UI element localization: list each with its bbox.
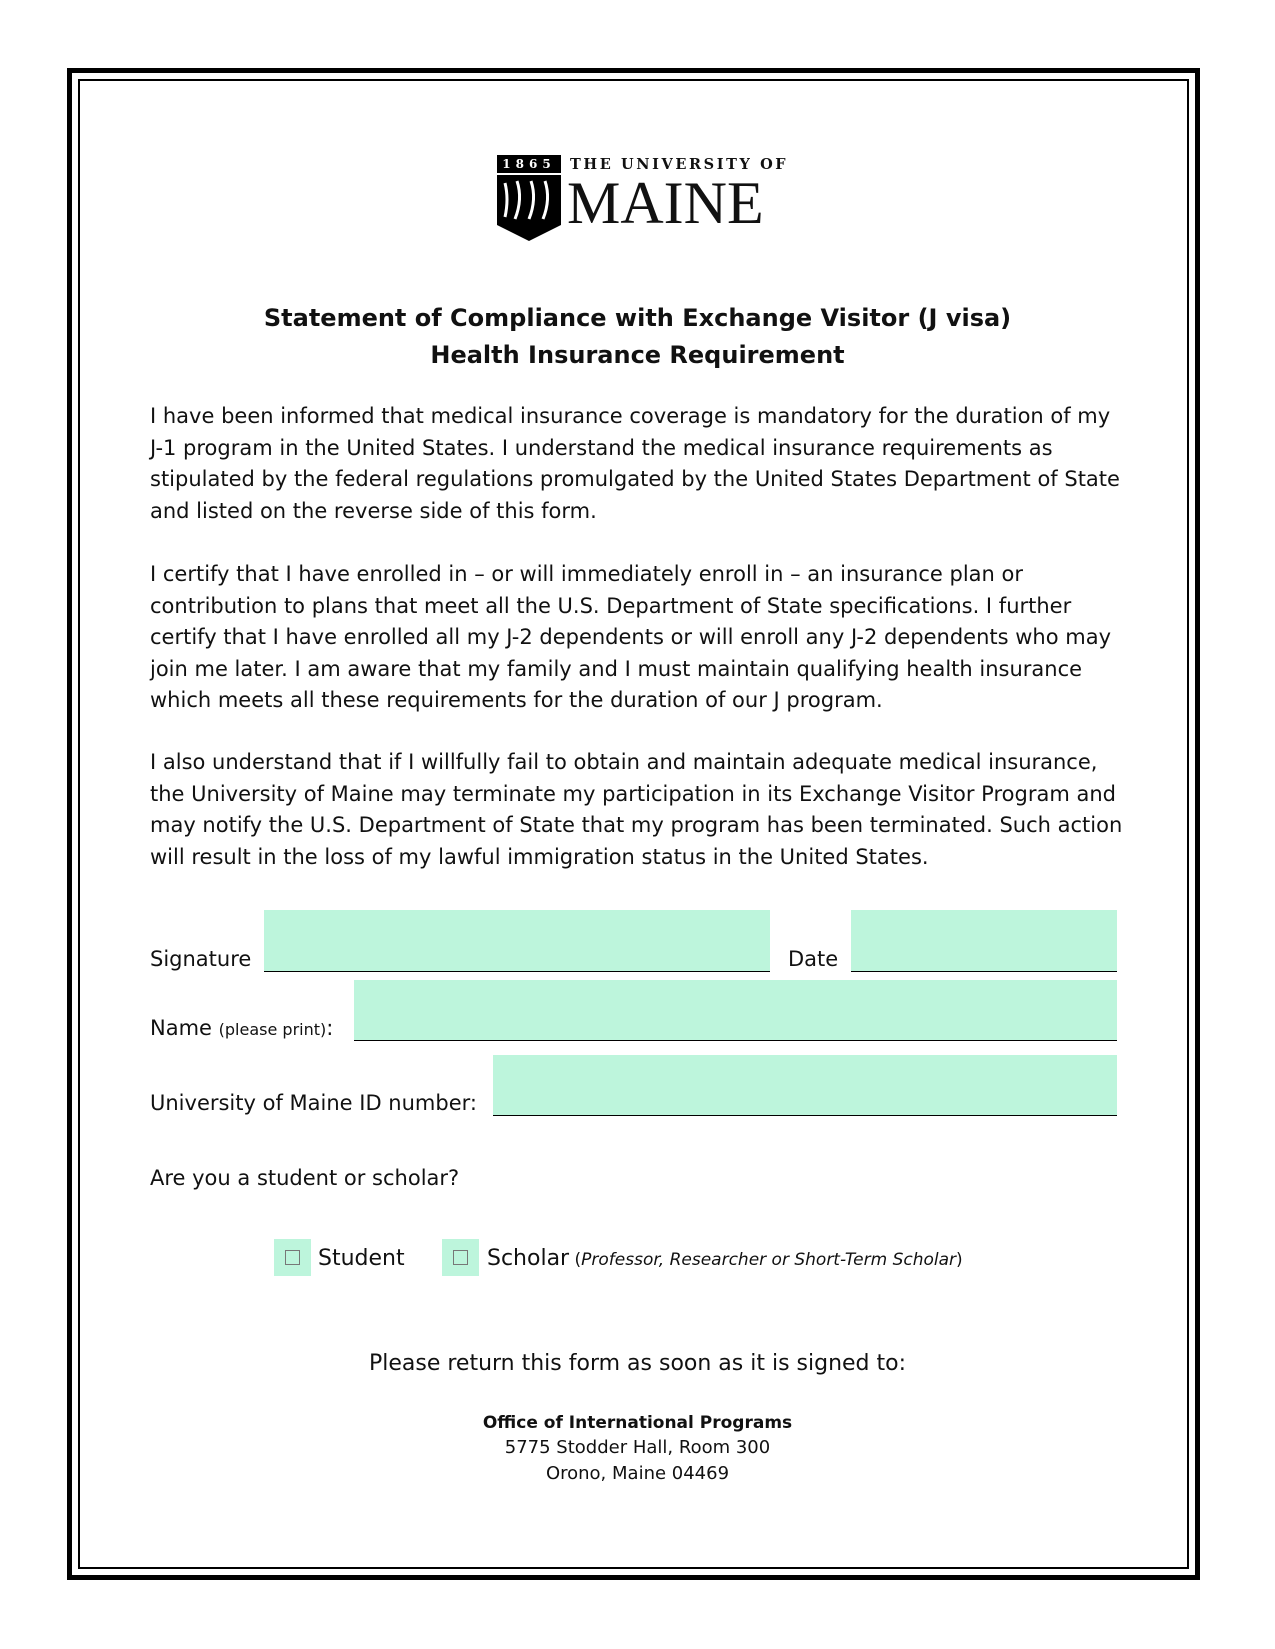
page-title: Statement of Compliance with Exchange Visitor (J visa) [263, 304, 1012, 332]
paragraph-line: which meets all these requirements for the duration of our J program. [150, 688, 883, 712]
office-address-line2: Orono, Maine 04469 [545, 1463, 730, 1484]
paragraph-line: certify that I have enrolled all my J-2 dependents or will enroll any J-2 dependents who may [150, 625, 1112, 649]
signature-label: Signature [150, 947, 252, 971]
student-scholar-question: Are you a student or scholar? [150, 1166, 460, 1190]
paragraph-line: join me later. I am aware that my family and I must maintain qualifying health insurance [150, 656, 1083, 681]
signature-field[interactable] [264, 910, 770, 972]
scholar-checkbox[interactable] [442, 1239, 479, 1276]
paragraph-line: I also understand that if I willfully fail to obtain and maintain adequate medical insurance, [150, 750, 1098, 774]
scholar-label-text: Scholar [487, 1246, 570, 1271]
student-checkbox-box[interactable] [285, 1250, 300, 1265]
paragraph-line: will result in the loss of my lawful immigration status in the United States. [150, 844, 929, 869]
paragraph-line: I have been informed that medical insurance coverage is mandatory for the duration of my [150, 404, 1111, 428]
paragraph-3 [150, 747, 1140, 873]
page-subtitle: Health Insurance Requirement [430, 341, 845, 369]
name-label-text: Name [150, 1016, 212, 1040]
student-checkbox[interactable] [274, 1239, 311, 1276]
scholar-note-open: ( [569, 1250, 582, 1270]
office-name: Office of International Programs [482, 1413, 793, 1433]
id-label: University of Maine ID number: [150, 1091, 477, 1115]
paragraph-line: the University of Maine may terminate my participation in its Exchange Visitor Program and [150, 781, 1116, 806]
date-field[interactable] [851, 910, 1117, 972]
logo-line2: MAINE [567, 170, 764, 236]
scholar-checkbox-box[interactable] [453, 1250, 468, 1265]
scholar-note: Professor, Researcher or Short-Term Scholar [581, 1250, 957, 1270]
paragraph-1 [150, 401, 1140, 527]
paragraph-2 [150, 559, 1140, 717]
return-instruction: Please return this form as soon as it is signed to: [368, 1351, 907, 1376]
name-field[interactable] [354, 980, 1117, 1041]
name-hint: (please print) [218, 1020, 327, 1039]
scholar-note-close: ) [956, 1250, 963, 1270]
paragraph-line: may notify the U.S. Department of State that my program has been terminated. Such action [150, 813, 1123, 837]
name-label [150, 1015, 333, 1043]
university-logo [497, 153, 789, 243]
office-address-line1: 5775 Stodder Hall, Room 300 [504, 1437, 771, 1458]
scholar-label [487, 1245, 963, 1274]
date-label: Date [788, 947, 839, 971]
student-label: Student [318, 1246, 405, 1271]
paragraph-line: stipulated by the federal regulations promulgated by the United States Department of State [150, 467, 1120, 491]
paragraph-line: J-1 program in the United States. I understand the medical insurance requirements as [150, 435, 1053, 460]
name-colon: : [326, 1016, 334, 1040]
paragraph-line: I certify that I have enrolled in – or will immediately enroll in – an insurance plan or [150, 562, 1023, 586]
paragraph-line: and listed on the reverse side of this form. [150, 498, 597, 523]
logo-year: 1865 [502, 157, 556, 171]
paragraph-line: contribution to plans that meet all the U.S. Department of State specifications. I further [150, 593, 1072, 618]
logo-line1: THE UNIVERSITY OF [570, 156, 789, 173]
id-number-field[interactable] [493, 1055, 1117, 1116]
